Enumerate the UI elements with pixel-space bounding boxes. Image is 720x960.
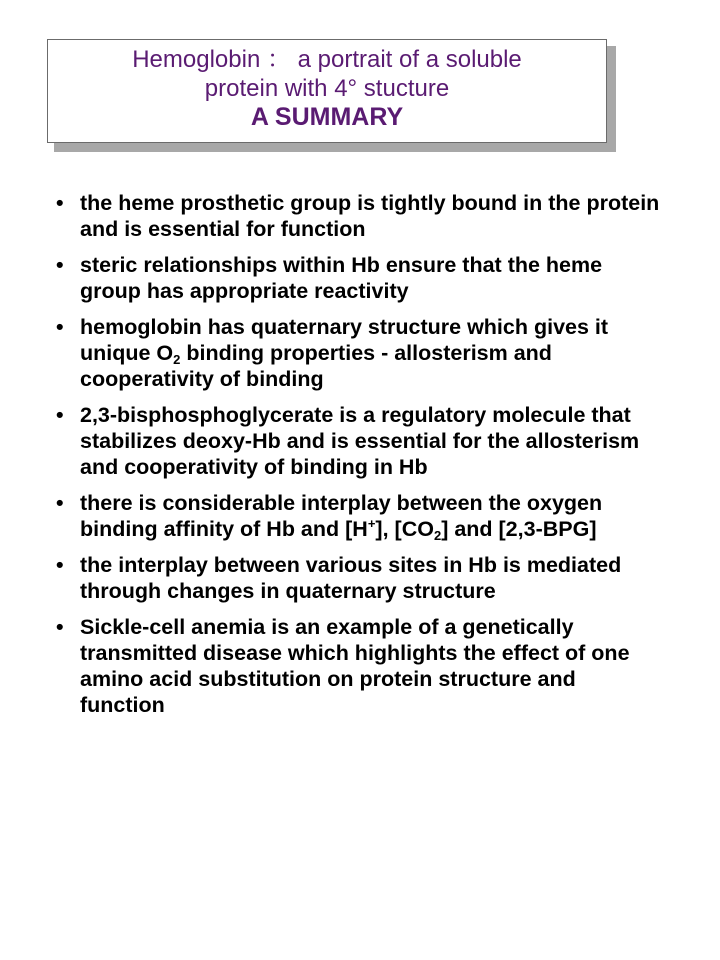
bullet-text-part: ], [CO (375, 517, 434, 541)
bullet-icon: • (56, 191, 64, 215)
bullet-item-heme (54, 190, 664, 242)
bullet-text: steric relationships within Hb ensure that the heme group has appropriate reactivity (80, 253, 603, 303)
bullet-text-part: binding properties - allosterism and cooperativity of binding (80, 341, 552, 391)
bullet-text: the heme prosthetic group is tightly bound in the protein and is essential for function (80, 191, 660, 241)
bullet-icon: • (56, 315, 64, 339)
bullet-text-part: ] and [2,3-BPG] (441, 517, 597, 541)
bullet-icon: • (56, 553, 64, 577)
bullet-item-bpg (54, 402, 664, 480)
superscript: + (367, 516, 376, 531)
title-summary: A SUMMARY (250, 103, 404, 131)
bullet-text (80, 491, 602, 541)
bullet-text-part: hemoglobin has quaternary structure which gives it unique O (80, 315, 609, 365)
bullet-text: 2,3-bisphosphoglycerate is a regulatory molecule that stabilizes deoxy-Hb and is essential for the allosterism and cooperativity of binding in Hb (80, 403, 640, 479)
title-line-1 (48, 45, 606, 74)
bullet-icon: • (56, 615, 64, 639)
bullet-item-sickle-cell (54, 614, 664, 718)
subscript: 2 (433, 528, 442, 543)
bullet-item-quaternary (54, 314, 664, 392)
summary-bullet-list (54, 190, 664, 728)
bullet-item-interplay-affinity (54, 490, 664, 542)
bullet-text: Sickle-cell anemia is an example of a genetically transmitted disease which highlights the effect of one amino acid substitution on protein structure and function (80, 615, 630, 717)
title-box (47, 39, 607, 143)
bullet-item-interplay-sites (54, 552, 664, 604)
bullet-item-steric (54, 252, 664, 304)
bullet-text: the interplay between various sites in Hb is mediated through changes in quaternary structure (80, 553, 622, 603)
bullet-icon: • (56, 253, 64, 277)
title-line-1-suffix: a portrait of a soluble (297, 46, 522, 73)
bullet-text (80, 315, 608, 391)
title-line-2: protein with 4° stucture (204, 75, 450, 102)
subscript: 2 (173, 352, 181, 367)
bullet-text-part: there is considerable interplay between the oxygen binding affinity of Hb and [H (80, 491, 603, 541)
bullet-icon: • (56, 403, 64, 427)
bullet-icon: • (56, 491, 64, 515)
title-line-1-prefix: Hemoglobin (132, 46, 261, 73)
title-separator: ： (266, 46, 291, 73)
